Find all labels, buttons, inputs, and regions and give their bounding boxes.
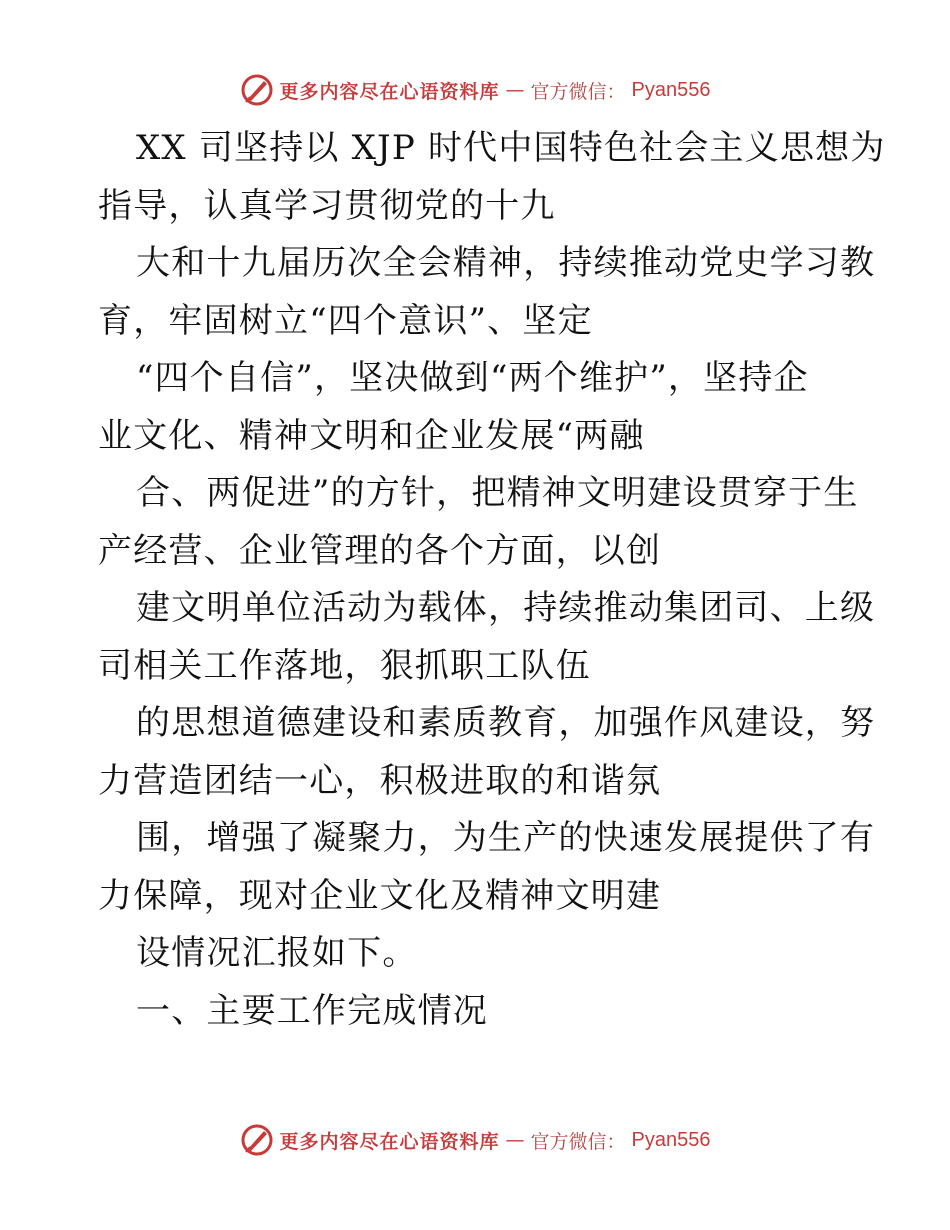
banner-slogan: 更多内容尽在心语资料库 — [279, 80, 500, 103]
banner-dash: — — [505, 1129, 525, 1151]
text-line: 指导，认真学习贯彻党的十九 — [98, 185, 556, 226]
text-line: 合、两促进”的方针，把精神文明建设贯穿于生 — [136, 473, 859, 513]
text-line: XX 司坚持以 XJP 时代中国特色社会主义思想为 — [136, 128, 886, 168]
banner-dash: — — [505, 79, 525, 101]
text-line: 力保障，现对企业文化及精神文明建 — [98, 875, 662, 916]
document-body — [98, 120, 886, 1040]
text-line: 业文化、精神文明和企业发展“两融 — [98, 415, 645, 456]
text-line: 产经营、企业管理的各个方面，以创 — [98, 530, 662, 571]
text-line: 的思想道德建设和素质教育，加强作风建设，努 — [136, 703, 876, 743]
header-watermark-banner — [0, 70, 950, 110]
banner-wechat-label: 官方微信： — [530, 80, 626, 103]
text-line: 建文明单位活动为载体，持续推动集团司、上级 — [136, 588, 876, 628]
text-line: 司相关工作落地，狠抓职工队伍 — [98, 645, 591, 686]
text-line: 围，增强了凝聚力，为生产的快速发展提供了有 — [136, 818, 876, 858]
banner-wechat-id: Pyan556 — [631, 78, 711, 101]
feather-pen-logo-icon — [240, 1123, 274, 1157]
text-line: 设情况汇报如下。 — [136, 933, 418, 973]
text-line: 大和十九届历次全会精神，持续推动党史学习教 — [136, 243, 876, 283]
footer-watermark-banner — [0, 1120, 950, 1160]
section-heading: 一、主要工作完成情况 — [136, 990, 488, 1031]
feather-pen-logo-icon — [240, 73, 274, 107]
text-line: 力营造团结一心，积极进取的和谐氛 — [98, 760, 662, 801]
banner-wechat-label: 官方微信： — [530, 1130, 626, 1153]
banner-wechat-id: Pyan556 — [631, 1128, 711, 1151]
text-line: “四个自信”，坚决做到“两个维护”，坚持企 — [136, 358, 809, 398]
banner-slogan: 更多内容尽在心语资料库 — [279, 1130, 500, 1153]
text-line: 育，牢固树立“四个意识”、坚定 — [98, 300, 593, 341]
